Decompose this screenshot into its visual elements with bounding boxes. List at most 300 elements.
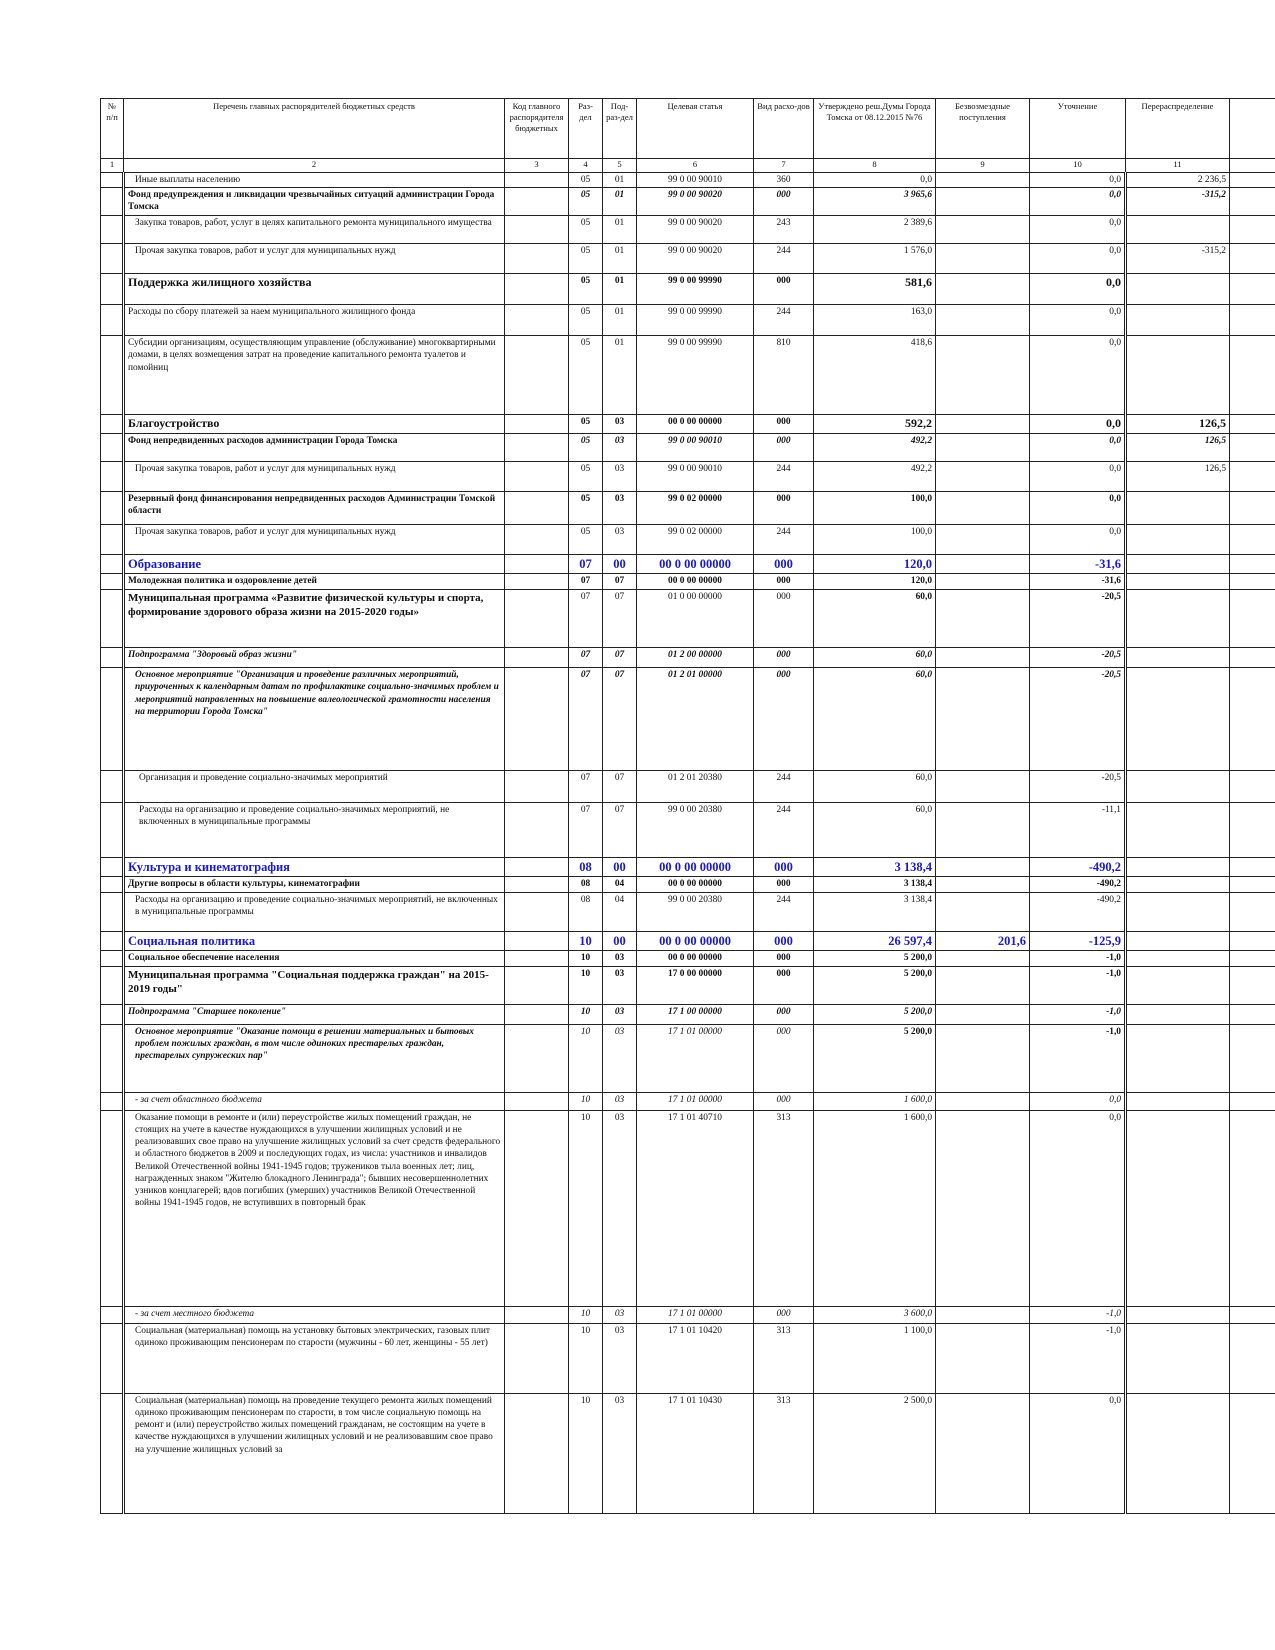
cell-extra xyxy=(1230,966,1275,1004)
cell-exptype: 313 xyxy=(754,1323,814,1393)
cell-approved: 5 200,0 xyxy=(814,966,936,1004)
cell-extra xyxy=(1230,554,1275,573)
table-row xyxy=(101,1393,1275,1513)
cell-target: 00 0 00 00000 xyxy=(637,877,754,892)
cell-subsection: 00 xyxy=(603,858,637,877)
cell-name: Субсидии организациям, осуществляющим управление (обслуживание) многоквартирными домами, в целях возмещения затрат на проведение капитального ремонта туалетов и помойниц xyxy=(124,336,505,415)
cell-name: Расходы на организацию и проведение социально-значимых мероприятий, не включенных в муниципальные программы xyxy=(124,892,505,931)
cell-name: Прочая закупка товаров, работ и услуг для муниципальных нужд xyxy=(124,524,505,554)
cell-section: 10 xyxy=(569,950,603,966)
cell-extra xyxy=(1230,931,1275,950)
cell-extra xyxy=(1230,648,1275,668)
cell-code xyxy=(505,188,569,216)
cell-section: 07 xyxy=(569,803,603,858)
cell-redistrib xyxy=(1126,648,1230,668)
cell-extra xyxy=(1230,1323,1275,1393)
cell-subsection: 01 xyxy=(603,336,637,415)
cell-code xyxy=(505,336,569,415)
cell-code xyxy=(505,1024,569,1092)
cell-extra xyxy=(1230,1092,1275,1110)
cell-name: Организация и проведение социально-значимых мероприятий xyxy=(124,771,505,803)
cell-clarify: -1,0 xyxy=(1030,1323,1126,1393)
cell-name: Молодежная политика и оздоровление детей xyxy=(124,574,505,590)
cell-no xyxy=(101,931,124,950)
cell-code xyxy=(505,1092,569,1110)
column-number: 7 xyxy=(754,159,814,173)
table-row xyxy=(101,590,1275,648)
cell-clarify: -20,5 xyxy=(1030,590,1126,648)
cell-clarify: 0,0 xyxy=(1030,1092,1126,1110)
cell-target: 99 0 00 20380 xyxy=(637,803,754,858)
cell-extra xyxy=(1230,1024,1275,1092)
cell-target: 00 0 00 00000 xyxy=(637,415,754,434)
cell-code xyxy=(505,461,569,491)
table-row xyxy=(101,433,1275,461)
cell-approved: 163,0 xyxy=(814,305,936,336)
cell-target: 17 1 00 00000 xyxy=(637,1004,754,1024)
cell-extra xyxy=(1230,336,1275,415)
cell-clarify: 0,0 xyxy=(1030,274,1126,305)
cell-no xyxy=(101,950,124,966)
table-row xyxy=(101,415,1275,434)
cell-target: 00 0 00 00000 xyxy=(637,858,754,877)
cell-redistrib xyxy=(1126,1306,1230,1323)
cell-approved: 492,2 xyxy=(814,433,936,461)
cell-gratuitous xyxy=(936,1110,1030,1306)
cell-target: 01 2 01 00000 xyxy=(637,668,754,771)
cell-redistrib xyxy=(1126,305,1230,336)
cell-section: 10 xyxy=(569,931,603,950)
table-row xyxy=(101,1323,1275,1393)
cell-code xyxy=(505,803,569,858)
cell-target: 00 0 00 00000 xyxy=(637,574,754,590)
cell-approved: 3 138,4 xyxy=(814,858,936,877)
cell-exptype: 244 xyxy=(754,244,814,274)
cell-approved: 5 200,0 xyxy=(814,1024,936,1092)
cell-extra xyxy=(1230,274,1275,305)
cell-clarify: -1,0 xyxy=(1030,1306,1126,1323)
cell-no xyxy=(101,877,124,892)
table-row xyxy=(101,668,1275,771)
cell-approved: 120,0 xyxy=(814,574,936,590)
cell-subsection: 03 xyxy=(603,524,637,554)
table-row xyxy=(101,771,1275,803)
cell-clarify: -1,0 xyxy=(1030,1024,1126,1092)
cell-exptype: 000 xyxy=(754,950,814,966)
cell-clarify: -125,9 xyxy=(1030,931,1126,950)
cell-approved: 100,0 xyxy=(814,491,936,524)
cell-no xyxy=(101,771,124,803)
table-row xyxy=(101,216,1275,244)
cell-subsection: 07 xyxy=(603,574,637,590)
cell-no xyxy=(101,216,124,244)
cell-clarify: -20,5 xyxy=(1030,771,1126,803)
cell-redistrib xyxy=(1126,931,1230,950)
header-target: Целевая статья xyxy=(637,99,754,159)
cell-name: Муниципальная программа «Развитие физической культуры и спорта, формирование здорового образа жизни на 2015-2020 годы» xyxy=(124,590,505,648)
cell-gratuitous xyxy=(936,554,1030,573)
cell-code xyxy=(505,216,569,244)
cell-extra xyxy=(1230,461,1275,491)
cell-code xyxy=(505,966,569,1004)
cell-clarify: 0,0 xyxy=(1030,433,1126,461)
cell-extra xyxy=(1230,950,1275,966)
cell-clarify: -1,0 xyxy=(1030,966,1126,1004)
cell-gratuitous xyxy=(936,966,1030,1004)
cell-name: Закупка товаров, работ, услуг в целях капитального ремонта муниципального имущества xyxy=(124,216,505,244)
cell-section: 10 xyxy=(569,1004,603,1024)
cell-name: Иные выплаты населению xyxy=(124,173,505,188)
cell-subsection: 01 xyxy=(603,216,637,244)
cell-target: 17 1 01 00000 xyxy=(637,1092,754,1110)
table-row xyxy=(101,1110,1275,1306)
cell-section: 05 xyxy=(569,274,603,305)
cell-clarify: 0,0 xyxy=(1030,1110,1126,1306)
cell-gratuitous xyxy=(936,188,1030,216)
cell-name: Прочая закупка товаров, работ и услуг для муниципальных нужд xyxy=(124,461,505,491)
cell-approved: 5 200,0 xyxy=(814,1004,936,1024)
table-row xyxy=(101,524,1275,554)
cell-gratuitous xyxy=(936,648,1030,668)
cell-name: Муниципальная программа "Социальная поддержка граждан" на 2015-2019 годы" xyxy=(124,966,505,1004)
header-gratuitous: Безвозмездные поступления xyxy=(936,99,1030,159)
cell-exptype: 000 xyxy=(754,931,814,950)
cell-clarify: -490,2 xyxy=(1030,858,1126,877)
cell-subsection: 03 xyxy=(603,1092,637,1110)
cell-subsection: 01 xyxy=(603,305,637,336)
cell-subsection: 01 xyxy=(603,274,637,305)
cell-section: 07 xyxy=(569,554,603,573)
column-number: 5 xyxy=(603,159,637,173)
cell-gratuitous xyxy=(936,461,1030,491)
cell-gratuitous: 201,6 xyxy=(936,931,1030,950)
cell-target: 99 0 00 90020 xyxy=(637,244,754,274)
cell-approved: 3 138,4 xyxy=(814,877,936,892)
cell-clarify: 0,0 xyxy=(1030,188,1126,216)
cell-name: Оказание помощи в ремонте и (или) переустройстве жилых помещений граждан, не стоящих на учете в качестве нуждающихся в улучшении жилищных условий и не реализовавших свое право на улучшение жилищных условий за счет средств федерального и областного бюджетов в 2009 и последующих годах, из числа: участников и инвалидов Великой Отечественной войны 1941-1945 годов; тружеников тыла военных лет; лиц, награжденных знаком "Жителю блокадного Ленинграда"; бывших несовершеннолетних узников концлагерей; вдов погибших (умерших) участников Великой Отечественной войны 1941-1945 годов, не вступивших в повторный брак xyxy=(124,1110,505,1306)
cell-redistrib xyxy=(1126,966,1230,1004)
cell-name: Поддержка жилищного хозяйства xyxy=(124,274,505,305)
column-number: 9 xyxy=(936,159,1030,173)
cell-exptype: 000 xyxy=(754,648,814,668)
cell-extra xyxy=(1230,1004,1275,1024)
cell-no xyxy=(101,461,124,491)
column-number xyxy=(1230,159,1275,173)
cell-approved: 1 576,0 xyxy=(814,244,936,274)
cell-code xyxy=(505,950,569,966)
cell-exptype: 000 xyxy=(754,1306,814,1323)
cell-target: 17 0 00 00000 xyxy=(637,966,754,1004)
cell-exptype: 244 xyxy=(754,803,814,858)
cell-section: 05 xyxy=(569,173,603,188)
cell-section: 05 xyxy=(569,415,603,434)
cell-subsection: 00 xyxy=(603,554,637,573)
cell-code xyxy=(505,668,569,771)
cell-exptype: 000 xyxy=(754,668,814,771)
cell-exptype: 000 xyxy=(754,574,814,590)
cell-name: Социальная (материальная) помощь на проведение текущего ремонта жилых помещений одиноко проживающим пенсионерам по старости, в том числе социальную помощь на ремонт и (или) переустройство жилых помещений гражданам, не состоящим на учете в качестве нуждающихся в улучшении жилищных условий и не реализовавшим свое право на улучшение жилищных условий за xyxy=(124,1393,505,1513)
cell-redistrib: 126,5 xyxy=(1126,461,1230,491)
cell-redistrib xyxy=(1126,1004,1230,1024)
cell-extra xyxy=(1230,173,1275,188)
cell-code xyxy=(505,648,569,668)
cell-no xyxy=(101,305,124,336)
cell-target: 99 0 00 99990 xyxy=(637,274,754,305)
cell-gratuitous xyxy=(936,173,1030,188)
cell-code xyxy=(505,1393,569,1513)
cell-section: 05 xyxy=(569,244,603,274)
cell-approved: 2 500,0 xyxy=(814,1393,936,1513)
cell-name: Основное мероприятие "Оказание помощи в решении материальных и бытовых проблем пожилых граждан, в том числе одиноких престарелых граждан, престарелых супружеских пар" xyxy=(124,1024,505,1092)
cell-redistrib xyxy=(1126,1092,1230,1110)
cell-approved: 26 597,4 xyxy=(814,931,936,950)
cell-section: 10 xyxy=(569,1024,603,1092)
cell-no xyxy=(101,858,124,877)
cell-target: 99 0 00 90010 xyxy=(637,433,754,461)
cell-name: Подпрограмма "Старшее поколение" xyxy=(124,1004,505,1024)
cell-section: 10 xyxy=(569,1110,603,1306)
cell-subsection: 07 xyxy=(603,648,637,668)
cell-exptype: 243 xyxy=(754,216,814,244)
table-row xyxy=(101,858,1275,877)
cell-subsection: 07 xyxy=(603,590,637,648)
cell-redistrib xyxy=(1126,491,1230,524)
cell-extra xyxy=(1230,858,1275,877)
cell-section: 07 xyxy=(569,590,603,648)
budget-table xyxy=(100,98,1275,1514)
cell-subsection: 04 xyxy=(603,892,637,931)
cell-code xyxy=(505,590,569,648)
cell-target: 99 0 00 20380 xyxy=(637,892,754,931)
cell-redistrib xyxy=(1126,1024,1230,1092)
cell-no xyxy=(101,433,124,461)
cell-subsection: 03 xyxy=(603,1306,637,1323)
cell-target: 99 0 00 90010 xyxy=(637,461,754,491)
cell-gratuitous xyxy=(936,877,1030,892)
header-redistrib: Перераспределение xyxy=(1126,99,1230,159)
cell-clarify: -490,2 xyxy=(1030,877,1126,892)
cell-code xyxy=(505,1323,569,1393)
cell-no xyxy=(101,1024,124,1092)
column-number: 4 xyxy=(569,159,603,173)
table-row xyxy=(101,803,1275,858)
cell-redistrib xyxy=(1126,1323,1230,1393)
cell-extra xyxy=(1230,771,1275,803)
cell-no xyxy=(101,648,124,668)
cell-exptype: 000 xyxy=(754,590,814,648)
cell-extra xyxy=(1230,1306,1275,1323)
cell-approved: 3 600,0 xyxy=(814,1306,936,1323)
cell-extra xyxy=(1230,590,1275,648)
cell-subsection: 01 xyxy=(603,173,637,188)
cell-clarify: -31,6 xyxy=(1030,574,1126,590)
cell-redistrib: -315,2 xyxy=(1126,188,1230,216)
cell-clarify: 0,0 xyxy=(1030,173,1126,188)
cell-subsection: 04 xyxy=(603,877,637,892)
cell-no xyxy=(101,1110,124,1306)
cell-gratuitous xyxy=(936,336,1030,415)
cell-redistrib xyxy=(1126,1110,1230,1306)
cell-clarify: 0,0 xyxy=(1030,244,1126,274)
cell-no xyxy=(101,966,124,1004)
column-number: 8 xyxy=(814,159,936,173)
cell-redistrib: 2 236,5 xyxy=(1126,173,1230,188)
cell-exptype: 244 xyxy=(754,892,814,931)
cell-gratuitous xyxy=(936,244,1030,274)
header-extra xyxy=(1230,99,1275,159)
cell-gratuitous xyxy=(936,491,1030,524)
table-row xyxy=(101,1092,1275,1110)
cell-extra xyxy=(1230,668,1275,771)
header-clarify: Уточнение xyxy=(1030,99,1126,159)
cell-section: 10 xyxy=(569,1323,603,1393)
cell-extra xyxy=(1230,524,1275,554)
header-name: Перечень главных распорядителей бюджетных средств xyxy=(124,99,505,159)
cell-extra xyxy=(1230,877,1275,892)
cell-approved: 1 100,0 xyxy=(814,1323,936,1393)
column-number: 11 xyxy=(1126,159,1230,173)
cell-redistrib xyxy=(1126,554,1230,573)
cell-target: 17 1 01 00000 xyxy=(637,1024,754,1092)
cell-code xyxy=(505,491,569,524)
cell-no xyxy=(101,244,124,274)
cell-exptype: 810 xyxy=(754,336,814,415)
cell-target: 01 0 00 00000 xyxy=(637,590,754,648)
cell-code xyxy=(505,771,569,803)
cell-section: 10 xyxy=(569,1306,603,1323)
cell-code xyxy=(505,415,569,434)
cell-name: Фонд непредвиденных расходов администрации Города Томска xyxy=(124,433,505,461)
cell-name: Основное мероприятие "Организация и проведение различных мероприятий, приуроченных к календарным датам по профилактике социально-значимых проблем и мероприятий направленных на повышение валеологической грамотности населения на территории Города Томска" xyxy=(124,668,505,771)
cell-extra xyxy=(1230,1393,1275,1513)
cell-code xyxy=(505,554,569,573)
cell-approved: 581,6 xyxy=(814,274,936,305)
cell-approved: 60,0 xyxy=(814,668,936,771)
cell-approved: 2 389,6 xyxy=(814,216,936,244)
cell-gratuitous xyxy=(936,668,1030,771)
cell-extra xyxy=(1230,491,1275,524)
cell-no xyxy=(101,1306,124,1323)
cell-gratuitous xyxy=(936,892,1030,931)
cell-gratuitous xyxy=(936,1393,1030,1513)
cell-subsection: 03 xyxy=(603,1393,637,1513)
cell-exptype: 000 xyxy=(754,858,814,877)
cell-approved: 60,0 xyxy=(814,590,936,648)
cell-exptype: 000 xyxy=(754,274,814,305)
cell-approved: 592,2 xyxy=(814,415,936,434)
cell-no xyxy=(101,1092,124,1110)
cell-approved: 60,0 xyxy=(814,803,936,858)
cell-approved: 120,0 xyxy=(814,554,936,573)
cell-exptype: 244 xyxy=(754,771,814,803)
cell-clarify: 0,0 xyxy=(1030,415,1126,434)
cell-clarify: -490,2 xyxy=(1030,892,1126,931)
cell-target: 99 0 00 90020 xyxy=(637,188,754,216)
cell-extra xyxy=(1230,1110,1275,1306)
cell-subsection: 03 xyxy=(603,966,637,1004)
cell-redistrib: 126,5 xyxy=(1126,433,1230,461)
cell-clarify: 0,0 xyxy=(1030,1393,1126,1513)
table-row xyxy=(101,336,1275,415)
cell-code xyxy=(505,305,569,336)
cell-name: Культура и кинематография xyxy=(124,858,505,877)
cell-code xyxy=(505,524,569,554)
table-row xyxy=(101,274,1275,305)
cell-no xyxy=(101,336,124,415)
cell-target: 99 0 00 90020 xyxy=(637,216,754,244)
column-number: 6 xyxy=(637,159,754,173)
cell-no xyxy=(101,415,124,434)
cell-no xyxy=(101,1323,124,1393)
cell-no xyxy=(101,188,124,216)
cell-code xyxy=(505,244,569,274)
cell-name: Благоустройство xyxy=(124,415,505,434)
cell-subsection: 03 xyxy=(603,1024,637,1092)
cell-name: Расходы на организацию и проведение социально-значимых мероприятий, не включенных в муниципальные программы xyxy=(124,803,505,858)
cell-subsection: 03 xyxy=(603,433,637,461)
cell-code xyxy=(505,1004,569,1024)
cell-section: 05 xyxy=(569,433,603,461)
header-no: № п/п xyxy=(101,99,124,159)
cell-clarify: -20,5 xyxy=(1030,648,1126,668)
header-code: Код главного распорядителя бюджетных xyxy=(505,99,569,159)
cell-name: Социальное обеспечение населения xyxy=(124,950,505,966)
cell-subsection: 03 xyxy=(603,1323,637,1393)
cell-redistrib xyxy=(1126,216,1230,244)
cell-gratuitous xyxy=(936,415,1030,434)
cell-gratuitous xyxy=(936,524,1030,554)
cell-target: 99 0 00 90010 xyxy=(637,173,754,188)
cell-no xyxy=(101,803,124,858)
cell-name: Социальная (материальная) помощь на установку бытовых электрических, газовых плит одиноко проживающим пенсионерам по старости (мужчины - 60 лет, женщины - 55 лет) xyxy=(124,1323,505,1393)
cell-exptype: 000 xyxy=(754,433,814,461)
cell-redistrib xyxy=(1126,574,1230,590)
table-body xyxy=(101,173,1275,1514)
cell-subsection: 03 xyxy=(603,1110,637,1306)
cell-no xyxy=(101,274,124,305)
cell-exptype: 000 xyxy=(754,188,814,216)
cell-code xyxy=(505,574,569,590)
cell-approved: 418,6 xyxy=(814,336,936,415)
cell-exptype: 000 xyxy=(754,491,814,524)
cell-name: Фонд предупреждения и ликвидации чрезвычайных ситуаций администрации Города Томска xyxy=(124,188,505,216)
cell-target: 00 0 00 00000 xyxy=(637,931,754,950)
cell-code xyxy=(505,173,569,188)
cell-subsection: 00 xyxy=(603,931,637,950)
cell-target: 17 1 01 00000 xyxy=(637,1306,754,1323)
cell-extra xyxy=(1230,415,1275,434)
cell-redistrib xyxy=(1126,668,1230,771)
table-row xyxy=(101,461,1275,491)
cell-no xyxy=(101,892,124,931)
cell-clarify: -1,0 xyxy=(1030,950,1126,966)
cell-redistrib xyxy=(1126,803,1230,858)
cell-extra xyxy=(1230,244,1275,274)
cell-code xyxy=(505,858,569,877)
cell-target: 99 0 02 00000 xyxy=(637,524,754,554)
cell-subsection: 07 xyxy=(603,803,637,858)
cell-redistrib xyxy=(1126,877,1230,892)
table-row xyxy=(101,1004,1275,1024)
cell-redistrib: -315,2 xyxy=(1126,244,1230,274)
cell-extra xyxy=(1230,188,1275,216)
cell-redistrib xyxy=(1126,336,1230,415)
table-row xyxy=(101,648,1275,668)
cell-section: 05 xyxy=(569,524,603,554)
cell-redistrib xyxy=(1126,524,1230,554)
cell-clarify: 0,0 xyxy=(1030,491,1126,524)
cell-approved: 5 200,0 xyxy=(814,950,936,966)
